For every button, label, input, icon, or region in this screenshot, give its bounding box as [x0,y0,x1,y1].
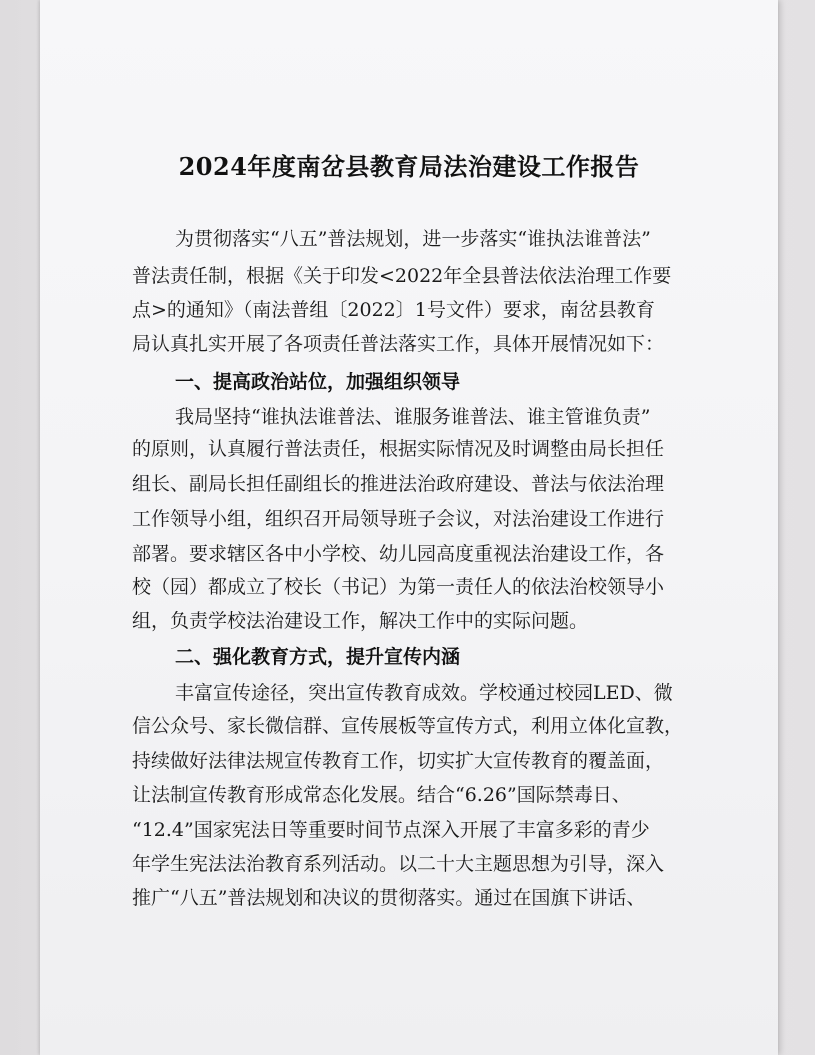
paragraph-3-line-6: 年学生宪法法治教育系列活动。以二十大主题思想为引导，深入 [132,853,665,875]
paragraph-3-line-3: 持续做好法律法规宣传教育工作，切实扩大宣传教育的覆盖面， [132,750,665,772]
paragraph-3-line-1: 丰富宣传途径，突出宣传教育成效。学校通过校园LED、微 [175,682,673,704]
paragraph-3-line-7: 推广“八五”普法规划和决议的贯彻落实。通过在国旗下讲话、 [132,887,646,909]
paragraph-1-line-1: 为贯彻落实“八五”普法规划，进一步落实“谁执法谁普法” [175,228,651,250]
paragraph-2-line-1: 我局坚持“谁执法谁普法、谁服务谁普法、谁主管谁负责” [175,406,651,428]
paragraph-1-line-4: 局认真扎实开展了各项责任普法落实工作，具体开展情况如下： [132,333,665,355]
paragraph-1-line-3: 点>的通知》（南法普组〔2022〕1号文件）要求，南岔县教育 [132,299,655,321]
paragraph-2-line-2: 的原则，认真履行普法责任，根据实际情况及时调整由局长担任 [132,438,665,460]
paragraph-2-line-5: 部署。要求辖区各中小学校、幼儿园高度重视法治建设工作，各 [132,543,665,565]
paragraph-3-line-2: 信公众号、家长微信群、宣传展板等宣传方式，利用立体化宣教， [132,715,684,737]
section-heading-2: 二、强化教育方式，提升宣传内涵 [175,646,461,668]
document-page [40,0,778,1055]
paragraph-2-line-7: 组，负责学校法治建设工作，解决工作中的实际问题。 [132,610,589,632]
paragraph-2-line-6: 校（园）都成立了校长（书记）为第一责任人的依法治校领导小 [132,576,665,598]
paragraph-1-line-2: 普法责任制，根据《关于印发<2022年全县普法依法治理工作要 [132,265,672,287]
document-title: 2024年度南岔县教育局法治建设工作报告 [178,152,640,181]
paragraph-3-line-5: “12.4”国家宪法日等重要时间节点深入开展了丰富多彩的青少 [132,819,650,841]
paragraph-3-line-4: 让法制宣传教育形成常态化发展。结合“6.26”国际禁毒日、 [132,784,631,806]
paragraph-2-line-4: 工作领导小组，组织召开局领导班子会议，对法治建设工作进行 [132,508,665,530]
section-heading-1: 一、提高政治站位，加强组织领导 [175,371,461,393]
paragraph-2-line-3: 组长、副局长担任副组长的推进法治政府建设、普法与依法治理 [132,473,665,495]
